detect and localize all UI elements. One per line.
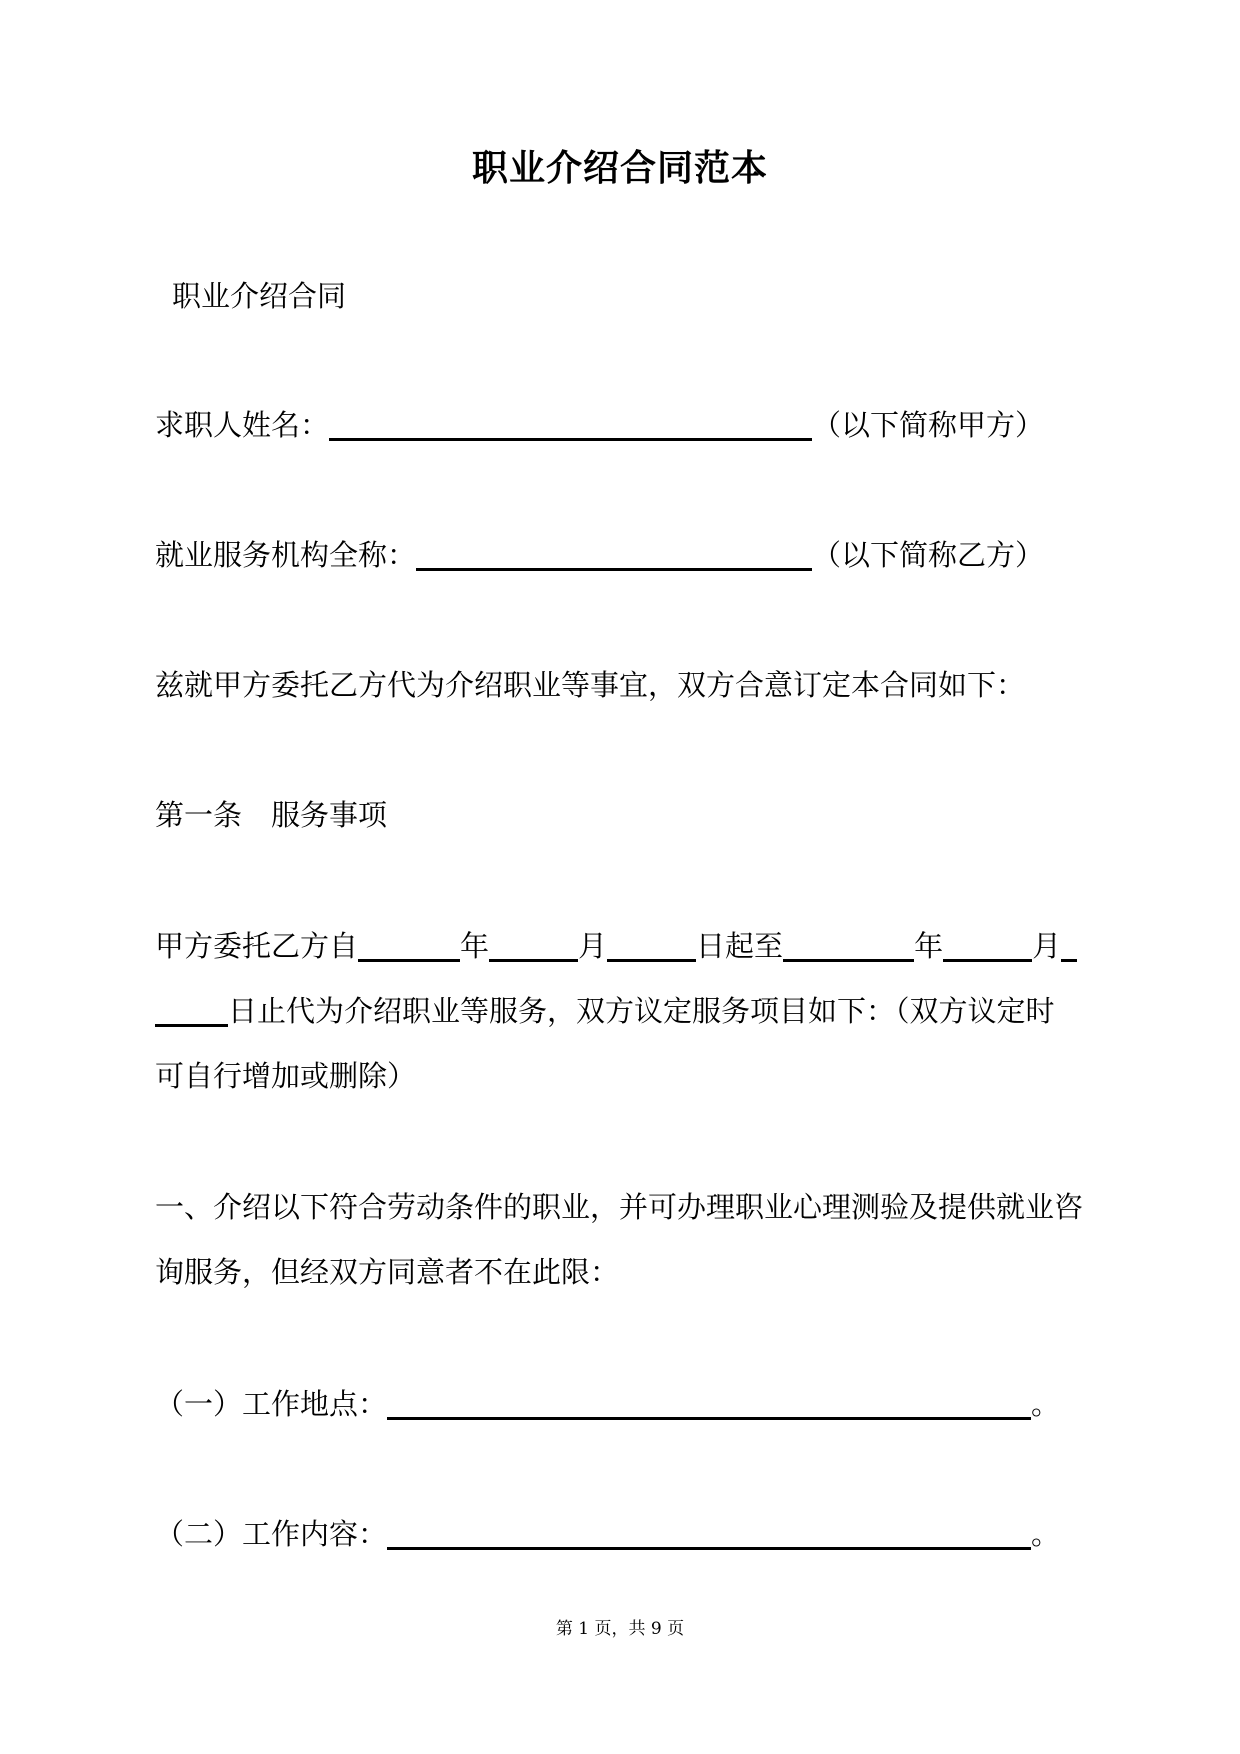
end-day-blank-start: [1061, 929, 1077, 962]
work-location-end: 。: [1031, 1387, 1061, 1421]
work-location-label: （一）工作地点：: [155, 1387, 388, 1421]
end-month-blank: [943, 929, 1032, 962]
item-1-line-1: 一、介绍以下符合劳动条件的职业，并可办理职业心理测验及提供就业咨: [155, 1190, 1084, 1224]
party-a-suffix: （以下简称甲方）: [812, 408, 1045, 442]
party-b-name-blank: [416, 538, 812, 571]
start-month-blank: [489, 929, 578, 962]
work-content-end: 。: [1031, 1517, 1061, 1551]
start-year-blank: [358, 929, 460, 962]
document-title: 职业介绍合同范本: [471, 148, 768, 189]
party-a-label: 求职人姓名：: [155, 408, 330, 442]
service-period-text: 日止代为介绍职业等服务，双方议定服务项目如下：（双方议定时: [228, 994, 1055, 1028]
end-month-label: 月: [1032, 929, 1062, 963]
work-content-label: （二）工作内容：: [155, 1517, 388, 1551]
party-b-suffix: （以下简称乙方）: [812, 538, 1045, 572]
start-day-blank: [607, 929, 696, 962]
page-number-footer: 第 1 页，共 9 页: [555, 1619, 685, 1639]
work-location-line: [155, 1384, 1060, 1424]
work-content-line: [155, 1514, 1060, 1554]
party-a-line: [155, 405, 1044, 445]
party-b-line: [155, 535, 1044, 575]
start-month-label: 月: [578, 929, 608, 963]
preamble: 兹就甲方委托乙方代为介绍职业等事宜，双方合意订定本合同如下：: [155, 668, 1026, 702]
period-prefix: 甲方委托乙方自: [155, 929, 359, 963]
article-1-heading: 第一条 服务事项: [155, 798, 388, 832]
end-year-blank: [783, 929, 914, 962]
article-1-line-3: 可自行增加或删除）: [155, 1059, 417, 1093]
start-day-label: 日起至: [696, 929, 784, 963]
end-year-label: 年: [914, 929, 944, 963]
party-b-label: 就业服务机构全称：: [155, 538, 417, 572]
start-year-label: 年: [460, 929, 490, 963]
party-a-name-blank: [329, 408, 812, 441]
article-1-line-2: [155, 991, 1055, 1031]
work-location-blank: [387, 1387, 1031, 1420]
end-day-blank: [155, 994, 228, 1027]
contract-subtitle: 职业介绍合同: [172, 279, 347, 313]
article-1-line-1: [155, 926, 1077, 966]
item-1-line-2: 询服务，但经双方同意者不在此限：: [155, 1255, 620, 1289]
work-content-blank: [387, 1517, 1031, 1550]
